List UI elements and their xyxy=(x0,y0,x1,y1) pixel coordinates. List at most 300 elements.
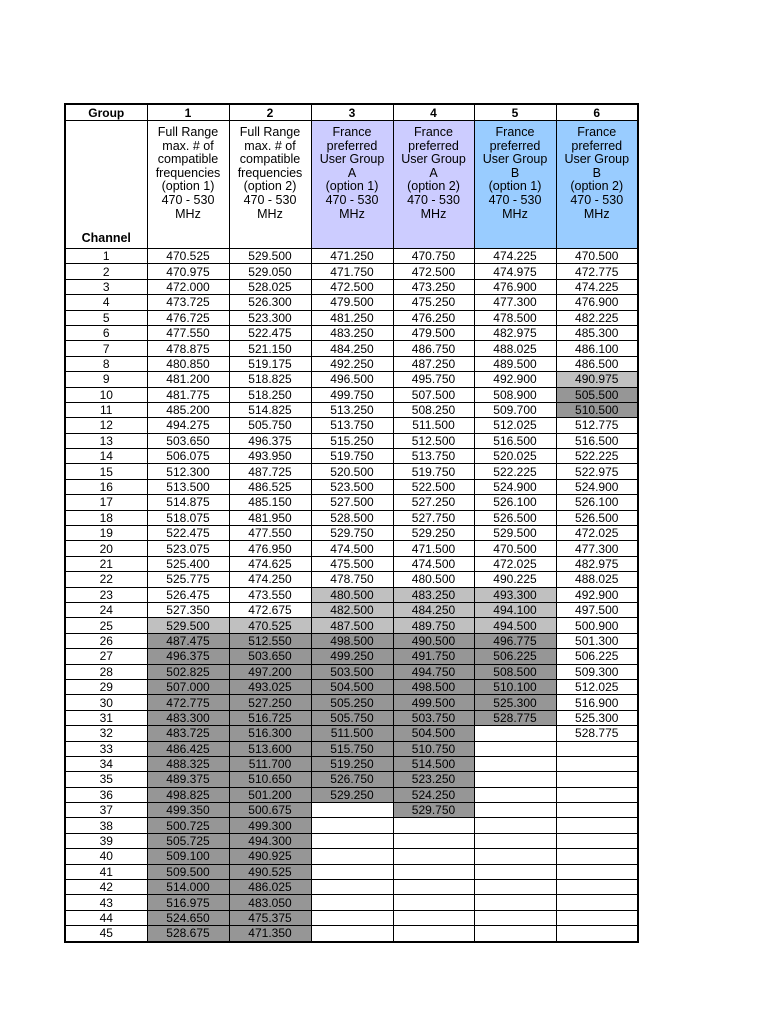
channel-row xyxy=(65,787,638,802)
frequency-cell: 489.750 xyxy=(393,618,474,633)
frequency-cell: 495.750 xyxy=(393,372,474,387)
channel-number: 18 xyxy=(65,510,147,525)
frequency-cell: 487.475 xyxy=(147,633,229,648)
frequency-cell: 471.350 xyxy=(229,926,311,942)
frequency-cell: 522.225 xyxy=(474,464,556,479)
frequency-cell: 471.500 xyxy=(393,541,474,556)
channel-row xyxy=(65,587,638,602)
frequency-cell: 519.750 xyxy=(393,464,474,479)
channel-number: 8 xyxy=(65,356,147,371)
frequency-cell: 473.550 xyxy=(229,587,311,602)
frequency-cell: 483.725 xyxy=(147,726,229,741)
frequency-cell: 472.675 xyxy=(229,602,311,617)
frequency-cell: 471.750 xyxy=(311,264,393,279)
frequency-cell: 477.300 xyxy=(556,541,638,556)
group-description-line: (option 2) xyxy=(570,179,624,194)
frequency-cell: 481.775 xyxy=(147,387,229,402)
frequency-cell: 499.250 xyxy=(311,649,393,664)
frequency-cell: 518.825 xyxy=(229,372,311,387)
group-description-line: preferred xyxy=(408,138,459,153)
group-description-line: preferred xyxy=(489,138,541,153)
frequency-cell: 486.425 xyxy=(147,741,229,756)
frequency-cell: 472.025 xyxy=(474,556,556,571)
frequency-cell: 475.500 xyxy=(311,556,393,571)
frequency-cell: 505.750 xyxy=(311,710,393,725)
group-number: 1 xyxy=(147,104,229,121)
frequency-cell: 478.500 xyxy=(474,310,556,325)
frequency-cell xyxy=(474,803,556,818)
channel-row xyxy=(65,372,638,387)
channel-row xyxy=(65,249,638,264)
group-description-line: Full Range xyxy=(157,125,219,139)
frequency-cell: 494.100 xyxy=(474,602,556,617)
frequency-cell: 529.050 xyxy=(229,264,311,279)
frequency-cell xyxy=(556,787,638,802)
frequency-cell xyxy=(311,833,393,848)
frequency-cell: 491.750 xyxy=(393,649,474,664)
frequency-cell xyxy=(393,818,474,833)
frequency-cell: 486.100 xyxy=(556,341,638,356)
channel-row xyxy=(65,726,638,741)
frequency-cell xyxy=(311,818,393,833)
frequency-cell: 481.950 xyxy=(229,510,311,525)
frequency-cell: 515.750 xyxy=(311,741,393,756)
frequency-cell: 518.075 xyxy=(147,510,229,525)
frequency-cell xyxy=(556,803,638,818)
frequency-cell: 483.300 xyxy=(147,710,229,725)
channel-header: Channel xyxy=(65,121,147,249)
channel-number: 10 xyxy=(65,387,147,402)
frequency-cell: 494.500 xyxy=(474,618,556,633)
frequency-cell: 475.250 xyxy=(393,295,474,310)
channel-row xyxy=(65,325,638,340)
frequency-cell: 512.550 xyxy=(229,633,311,648)
frequency-cell: 489.500 xyxy=(474,356,556,371)
channel-row xyxy=(65,803,638,818)
frequency-cell: 478.875 xyxy=(147,341,229,356)
channel-row xyxy=(65,479,638,494)
frequency-cell xyxy=(311,880,393,895)
frequency-cell: 524.900 xyxy=(474,479,556,494)
channel-row xyxy=(65,664,638,679)
frequency-cell: 501.200 xyxy=(229,787,311,802)
frequency-cell: 480.850 xyxy=(147,356,229,371)
channel-number: 30 xyxy=(65,695,147,710)
frequency-cell: 509.100 xyxy=(147,849,229,864)
group-number: 5 xyxy=(474,104,556,121)
group-description xyxy=(229,121,311,249)
frequency-cell: 516.500 xyxy=(556,433,638,448)
frequency-cell: 529.750 xyxy=(393,803,474,818)
channel-row xyxy=(65,418,638,433)
frequency-cell: 474.625 xyxy=(229,556,311,571)
group-description-line: (option 1) xyxy=(488,179,542,194)
frequency-cell xyxy=(393,926,474,942)
frequency-cell: 506.075 xyxy=(147,449,229,464)
frequency-cell: 487.725 xyxy=(229,464,311,479)
frequency-cell: 524.250 xyxy=(393,787,474,802)
frequency-cell: 523.500 xyxy=(311,479,393,494)
group-number: 4 xyxy=(393,104,474,121)
frequency-cell: 470.525 xyxy=(229,618,311,633)
frequency-cell: 529.500 xyxy=(147,618,229,633)
frequency-cell: 470.975 xyxy=(147,264,229,279)
frequency-cell: 507.000 xyxy=(147,679,229,694)
frequency-cell: 488.025 xyxy=(556,572,638,587)
frequency-cell: 513.600 xyxy=(229,741,311,756)
channel-row xyxy=(65,741,638,756)
channel-number: 41 xyxy=(65,864,147,879)
channel-row xyxy=(65,849,638,864)
channel-row xyxy=(65,880,638,895)
frequency-cell: 492.900 xyxy=(474,372,556,387)
frequency-cell: 482.225 xyxy=(556,310,638,325)
frequency-cell: 526.300 xyxy=(229,295,311,310)
frequency-cell: 529.500 xyxy=(229,249,311,264)
frequency-cell: 529.750 xyxy=(311,526,393,541)
group-description xyxy=(311,121,393,249)
frequency-cell: 473.725 xyxy=(147,295,229,310)
frequency-cell: 500.725 xyxy=(147,818,229,833)
frequency-cell: 472.775 xyxy=(147,695,229,710)
frequency-cell: 496.775 xyxy=(474,633,556,648)
frequency-cell xyxy=(556,833,638,848)
channel-row xyxy=(65,449,638,464)
frequency-cell: 522.975 xyxy=(556,464,638,479)
frequency-table-body xyxy=(65,104,638,942)
channel-number: 7 xyxy=(65,341,147,356)
frequency-cell: 470.525 xyxy=(147,249,229,264)
group-description-line: Full Range xyxy=(239,125,301,139)
frequency-cell: 508.900 xyxy=(474,387,556,402)
frequency-cell: 490.975 xyxy=(556,372,638,387)
frequency-cell xyxy=(474,849,556,864)
group-description-line: MHz xyxy=(257,206,283,221)
group-description xyxy=(147,121,229,249)
frequency-cell: 527.500 xyxy=(311,495,393,510)
frequency-cell: 504.500 xyxy=(393,726,474,741)
frequency-cell: 527.250 xyxy=(393,495,474,510)
channel-row xyxy=(65,541,638,556)
frequency-cell: 490.925 xyxy=(229,849,311,864)
frequency-cell: 523.250 xyxy=(393,772,474,787)
frequency-cell: 498.500 xyxy=(311,633,393,648)
frequency-cell xyxy=(556,910,638,925)
frequency-cell: 512.775 xyxy=(556,418,638,433)
frequency-cell: 511.500 xyxy=(311,726,393,741)
frequency-cell: 473.250 xyxy=(393,279,474,294)
frequency-cell xyxy=(393,864,474,879)
frequency-cell: 496.375 xyxy=(147,649,229,664)
group-number-row xyxy=(65,104,638,121)
frequency-cell xyxy=(311,849,393,864)
group-description-line: MHz xyxy=(583,206,610,221)
frequency-cell: 499.500 xyxy=(393,695,474,710)
frequency-cell: 525.775 xyxy=(147,572,229,587)
frequency-cell xyxy=(556,849,638,864)
frequency-cell xyxy=(311,864,393,879)
group-description-line: max. # of xyxy=(244,138,296,153)
group-description-line: compatible xyxy=(157,152,219,167)
group-description-line: User Group xyxy=(319,152,385,167)
frequency-cell xyxy=(393,880,474,895)
channel-number: 16 xyxy=(65,479,147,494)
frequency-cell: 503.650 xyxy=(229,649,311,664)
frequency-cell: 482.500 xyxy=(311,602,393,617)
frequency-cell: 479.500 xyxy=(311,295,393,310)
frequency-cell: 528.675 xyxy=(147,926,229,942)
channel-row xyxy=(65,433,638,448)
channel-row xyxy=(65,895,638,910)
channel-number: 31 xyxy=(65,710,147,725)
group-description-line: max. # of xyxy=(162,138,214,153)
frequency-cell: 519.175 xyxy=(229,356,311,371)
frequency-cell: 510.650 xyxy=(229,772,311,787)
channel-number: 12 xyxy=(65,418,147,433)
channel-number: 5 xyxy=(65,310,147,325)
channel-row xyxy=(65,649,638,664)
frequency-cell: 476.950 xyxy=(229,541,311,556)
frequency-cell: 525.300 xyxy=(556,710,638,725)
frequency-cell: 503.750 xyxy=(393,710,474,725)
group-description-line: France xyxy=(414,125,453,139)
group-description-line: France xyxy=(577,125,617,139)
frequency-cell: 514.875 xyxy=(147,495,229,510)
channel-number: 24 xyxy=(65,602,147,617)
frequency-cell xyxy=(474,787,556,802)
frequency-cell: 493.300 xyxy=(474,587,556,602)
frequency-table xyxy=(64,103,639,943)
frequency-cell xyxy=(556,741,638,756)
frequency-cell: 492.900 xyxy=(556,587,638,602)
group-description-row xyxy=(65,121,638,249)
group-description-line: (option 1) xyxy=(161,179,215,194)
frequency-cell: 474.225 xyxy=(556,279,638,294)
frequency-cell: 486.025 xyxy=(229,880,311,895)
frequency-cell: 494.750 xyxy=(393,664,474,679)
group-description-line: preferred xyxy=(571,138,623,153)
channel-number: 32 xyxy=(65,726,147,741)
frequency-cell: 480.500 xyxy=(393,572,474,587)
channel-number: 43 xyxy=(65,895,147,910)
frequency-cell: 482.975 xyxy=(556,556,638,571)
channel-number: 3 xyxy=(65,279,147,294)
frequency-cell: 485.200 xyxy=(147,402,229,417)
frequency-cell: 484.250 xyxy=(311,341,393,356)
frequency-cell: 526.100 xyxy=(474,495,556,510)
frequency-cell: 477.300 xyxy=(474,295,556,310)
frequency-cell xyxy=(474,741,556,756)
channel-row xyxy=(65,510,638,525)
frequency-cell: 516.975 xyxy=(147,895,229,910)
channel-number: 23 xyxy=(65,587,147,602)
channel-row xyxy=(65,833,638,848)
frequency-cell: 514.825 xyxy=(229,402,311,417)
frequency-cell xyxy=(474,926,556,942)
frequency-cell: 526.475 xyxy=(147,587,229,602)
frequency-cell: 492.250 xyxy=(311,356,393,371)
frequency-cell: 523.075 xyxy=(147,541,229,556)
frequency-cell xyxy=(556,895,638,910)
frequency-cell xyxy=(556,818,638,833)
group-description-line: 470 - 530 xyxy=(325,192,379,207)
group-description-line: frequencies xyxy=(237,165,303,180)
group-description xyxy=(556,121,638,249)
group-description-line: User Group xyxy=(401,152,466,167)
frequency-cell: 509.700 xyxy=(474,402,556,417)
frequency-cell: 474.975 xyxy=(474,264,556,279)
frequency-cell: 506.225 xyxy=(556,649,638,664)
frequency-cell: 509.300 xyxy=(556,664,638,679)
group-description-line: France xyxy=(495,125,535,139)
channel-row xyxy=(65,556,638,571)
group-description-line: 470 - 530 xyxy=(570,192,624,207)
frequency-cell: 520.025 xyxy=(474,449,556,464)
frequency-cell: 490.225 xyxy=(474,572,556,587)
frequency-cell: 476.725 xyxy=(147,310,229,325)
frequency-cell: 493.025 xyxy=(229,679,311,694)
channel-row xyxy=(65,264,638,279)
frequency-cell: 499.350 xyxy=(147,803,229,818)
frequency-cell: 524.900 xyxy=(556,479,638,494)
channel-number: 20 xyxy=(65,541,147,556)
group-description-line: preferred xyxy=(326,138,378,153)
channel-number: 37 xyxy=(65,803,147,818)
frequency-cell: 497.500 xyxy=(556,602,638,617)
frequency-cell: 500.675 xyxy=(229,803,311,818)
frequency-cell: 522.500 xyxy=(393,479,474,494)
frequency-cell: 499.300 xyxy=(229,818,311,833)
group-description-line: (option 1) xyxy=(325,179,379,194)
channel-number: 19 xyxy=(65,526,147,541)
channel-number: 27 xyxy=(65,649,147,664)
frequency-cell: 522.475 xyxy=(229,325,311,340)
frequency-cell: 496.375 xyxy=(229,433,311,448)
frequency-cell: 487.250 xyxy=(393,356,474,371)
group-description-line: 470 - 530 xyxy=(488,192,542,207)
channel-row xyxy=(65,341,638,356)
frequency-cell: 528.775 xyxy=(556,726,638,741)
frequency-cell: 494.275 xyxy=(147,418,229,433)
frequency-cell xyxy=(393,910,474,925)
frequency-cell: 485.150 xyxy=(229,495,311,510)
frequency-cell: 528.025 xyxy=(229,279,311,294)
frequency-cell: 513.500 xyxy=(147,479,229,494)
frequency-cell: 508.250 xyxy=(393,402,474,417)
frequency-cell: 471.250 xyxy=(311,249,393,264)
frequency-cell xyxy=(556,926,638,942)
group-description-line: MHz xyxy=(339,206,365,221)
frequency-cell: 514.500 xyxy=(393,756,474,771)
channel-number: 11 xyxy=(65,402,147,417)
frequency-cell: 529.250 xyxy=(311,787,393,802)
frequency-cell: 527.350 xyxy=(147,602,229,617)
frequency-cell: 497.200 xyxy=(229,664,311,679)
frequency-cell xyxy=(311,926,393,942)
frequency-cell: 506.225 xyxy=(474,649,556,664)
group-description-line: 470 - 530 xyxy=(161,192,215,207)
group-description-line: (option 2) xyxy=(243,179,297,194)
frequency-cell: 470.750 xyxy=(393,249,474,264)
channel-row xyxy=(65,602,638,617)
channel-row xyxy=(65,710,638,725)
group-description-line: A xyxy=(429,165,438,180)
channel-row xyxy=(65,926,638,942)
channel-number: 15 xyxy=(65,464,147,479)
frequency-cell: 505.500 xyxy=(556,387,638,402)
frequency-cell xyxy=(556,756,638,771)
frequency-cell xyxy=(474,864,556,879)
channel-number: 42 xyxy=(65,880,147,895)
frequency-cell: 500.900 xyxy=(556,618,638,633)
frequency-cell: 516.900 xyxy=(556,695,638,710)
channel-row xyxy=(65,695,638,710)
group-description-line: MHz xyxy=(502,206,528,221)
frequency-cell xyxy=(556,880,638,895)
frequency-cell: 480.500 xyxy=(311,587,393,602)
frequency-cell: 472.025 xyxy=(556,526,638,541)
channel-number: 1 xyxy=(65,249,147,264)
group-description-line: MHz xyxy=(420,206,447,221)
frequency-cell: 488.025 xyxy=(474,341,556,356)
channel-row xyxy=(65,818,638,833)
frequency-cell: 512.025 xyxy=(556,679,638,694)
frequency-cell: 527.750 xyxy=(393,510,474,525)
group-description-line: User Group xyxy=(482,152,548,167)
frequency-cell: 489.375 xyxy=(147,772,229,787)
channel-number: 13 xyxy=(65,433,147,448)
channel-number: 39 xyxy=(65,833,147,848)
frequency-cell: 472.500 xyxy=(311,279,393,294)
frequency-cell xyxy=(556,772,638,787)
frequency-cell: 518.250 xyxy=(229,387,311,402)
frequency-cell xyxy=(474,726,556,741)
frequency-cell: 524.650 xyxy=(147,910,229,925)
group-description-line: France xyxy=(332,125,372,139)
frequency-cell: 513.750 xyxy=(311,418,393,433)
frequency-cell xyxy=(393,849,474,864)
frequency-cell: 525.400 xyxy=(147,556,229,571)
group-header: Group xyxy=(65,104,147,121)
frequency-cell: 504.500 xyxy=(311,679,393,694)
frequency-cell: 523.300 xyxy=(229,310,311,325)
frequency-cell: 529.500 xyxy=(474,526,556,541)
group-description-line: A xyxy=(347,165,357,180)
group-number: 3 xyxy=(311,104,393,121)
frequency-cell: 475.375 xyxy=(229,910,311,925)
frequency-cell: 488.325 xyxy=(147,756,229,771)
frequency-cell: 493.950 xyxy=(229,449,311,464)
channel-row xyxy=(65,356,638,371)
frequency-cell: 472.775 xyxy=(556,264,638,279)
frequency-cell: 505.750 xyxy=(229,418,311,433)
frequency-cell: 520.500 xyxy=(311,464,393,479)
group-description-line: frequencies xyxy=(155,165,221,180)
frequency-cell: 486.750 xyxy=(393,341,474,356)
channel-number: 36 xyxy=(65,787,147,802)
frequency-cell xyxy=(474,895,556,910)
channel-row xyxy=(65,495,638,510)
frequency-cell: 527.250 xyxy=(229,695,311,710)
channel-number: 33 xyxy=(65,741,147,756)
frequency-cell xyxy=(474,818,556,833)
group-description-line: 470 - 530 xyxy=(407,192,460,207)
frequency-cell: 476.250 xyxy=(393,310,474,325)
channel-row xyxy=(65,772,638,787)
channel-number: 2 xyxy=(65,264,147,279)
channel-row xyxy=(65,572,638,587)
frequency-cell: 502.825 xyxy=(147,664,229,679)
